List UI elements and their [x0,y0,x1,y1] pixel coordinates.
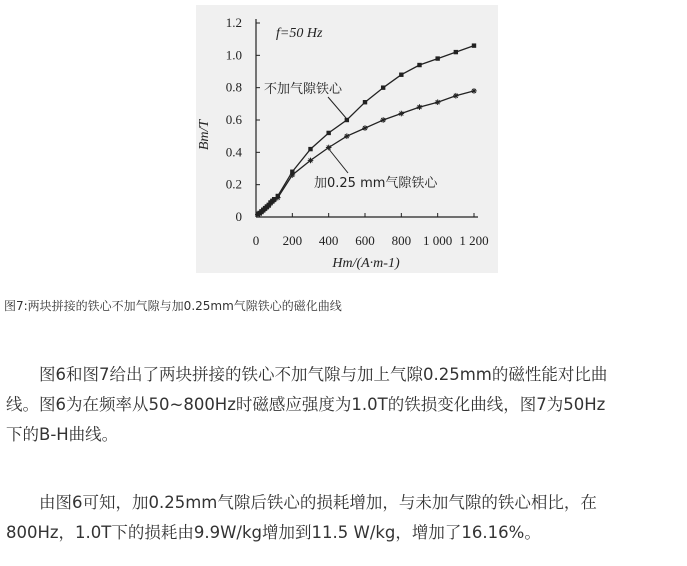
y-tick-label: 0.2 [225,176,242,192]
data-point-square [435,56,439,60]
data-point-star [417,104,423,110]
data-point-star [471,88,477,94]
x-tick-label: 1 200 [459,233,489,248]
bh-curve-chart [196,5,498,273]
frequency-label: f=50 Hz [276,26,323,41]
figure-caption: 图7:两块拼接的铁心不加气隙与加0.25mm气隙铁心的磁化曲线 [4,299,342,313]
paragraph-1 [6,360,684,450]
annotation-leader-gap [328,148,348,173]
y-tick-label: 1.2 [225,15,242,30]
data-point-star [435,99,441,105]
x-tick-label: 400 [318,233,339,248]
data-point-star [362,125,368,131]
bh-curve-figure [196,5,498,273]
x-tick-label: 1 000 [423,233,453,248]
data-point-star [399,111,405,117]
paragraph-1-line-1: 图6和图7给出了两块拼接的铁心不加气隙与加上气隙0.25mm的磁性能对比曲 [39,365,608,384]
y-tick-label: 0.6 [225,112,242,127]
series-line-2 [258,91,474,215]
x-tick-label: 600 [355,233,375,248]
paragraph-1-line-2: 线。图6为在频率从50~800Hz时磁感应强度为1.0T的铁损变化曲线，图7为50Hz [6,395,606,414]
paragraph-2 [6,488,684,548]
data-point-square [345,118,349,122]
annotation-gap: 加0.25 mm气隙铁心 [314,176,438,191]
x-tick-label: 200 [282,233,303,248]
data-point-square [308,147,312,151]
chart-series [255,43,477,217]
data-point-star [308,158,314,164]
y-tick-label: 1.0 [225,47,242,63]
y-axis-title: Bm/T [197,119,212,151]
paragraph-2-line-2: 800Hz，1.0T下的损耗由9.9W/kg增加到11.5 W/kg，增加了16.16%。 [6,523,541,542]
paragraph-2-line-1: 由图6可知，加0.25mm气隙后铁心的损耗增加，与未加气隙的铁心相比，在 [39,493,597,512]
data-point-square [326,131,330,135]
data-point-square [417,63,421,67]
data-point-square [381,85,385,89]
data-point-square [363,100,367,104]
data-point-star [453,93,459,99]
annotation-no-gap: 不加气隙铁心 [264,82,343,97]
data-point-square [454,50,458,54]
paragraph-1-line-3: 下的B-H曲线。 [6,425,119,444]
annotation-leader-no-gap [328,97,346,118]
y-tick-label: 0.4 [225,144,242,160]
x-axis-title: Hm/(A·m-1) [332,256,400,271]
x-tick-label: 0 [252,233,260,248]
y-tick-label: 0 [235,209,242,224]
data-point-square [472,43,476,47]
data-point-star [380,117,386,123]
y-tick-label: 0.8 [225,79,242,95]
data-point-square [399,73,403,77]
x-tick-label: 800 [391,233,412,248]
